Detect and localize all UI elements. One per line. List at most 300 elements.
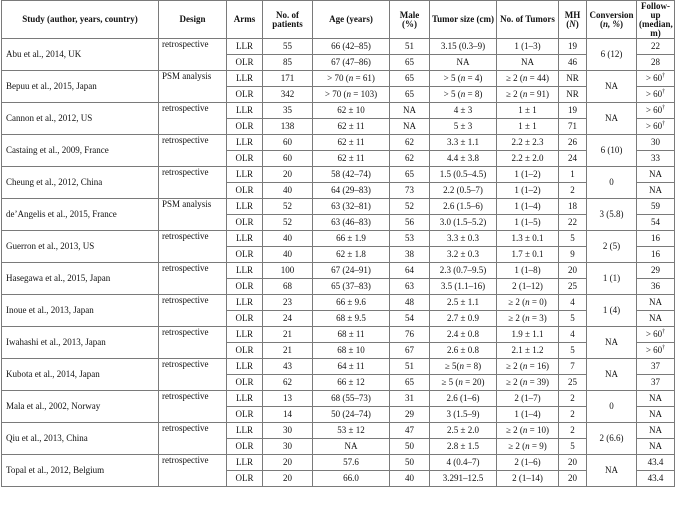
study-cell: Topal et al., 2012, Belgium <box>2 455 159 487</box>
arm-cell: OLR <box>227 471 263 487</box>
table-body <box>2 39 675 487</box>
male-value: NA <box>403 105 416 115</box>
followup-value: 16 <box>651 249 660 259</box>
header-label: Study (author, years, country) <box>22 14 138 24</box>
followup-value: > 60 <box>645 73 663 83</box>
male-value: 67 <box>405 345 414 355</box>
tumor-size-value: 3.2 ± 0.3 <box>447 249 479 259</box>
followup-value: > 60 <box>645 89 663 99</box>
tumors-cell <box>497 263 559 279</box>
mh-value: 46 <box>568 57 577 67</box>
tumors-cell <box>497 375 559 391</box>
male-cell <box>390 263 430 279</box>
patients-cell <box>263 407 313 423</box>
followup-cell <box>637 103 675 119</box>
followup-cell <box>637 359 675 375</box>
patients-cell <box>263 183 313 199</box>
arm-cell: OLR <box>227 407 263 423</box>
age-cell <box>313 343 390 359</box>
patients-cell <box>263 247 313 263</box>
followup-value: > 60 <box>645 121 663 131</box>
mh-cell <box>559 87 587 103</box>
followup-cell <box>637 215 675 231</box>
arm-cell: LLR <box>227 199 263 215</box>
dagger-mark: † <box>662 89 666 95</box>
mh-cell <box>559 55 587 71</box>
design-cell: retrospective <box>159 103 227 135</box>
table-row <box>2 71 675 87</box>
patients-cell <box>263 391 313 407</box>
age-cell <box>313 327 390 343</box>
patients-cell <box>263 263 313 279</box>
header-label: Conversion <box>589 9 634 20</box>
patients-value: 60 <box>283 137 292 147</box>
conversion-cell <box>587 71 637 103</box>
followup-value: NA <box>649 313 662 323</box>
header-label: Tumor size (cm) <box>432 14 494 24</box>
age-cell <box>313 247 390 263</box>
patients-value: 30 <box>283 441 292 451</box>
followup-value: 30 <box>651 137 660 147</box>
tumors-cell <box>497 439 559 455</box>
arm-cell: LLR <box>227 71 263 87</box>
tumors-value: ≥ 2 (n = 44) <box>505 73 549 83</box>
patients-cell <box>263 119 313 135</box>
followup-cell <box>637 167 675 183</box>
tumor-size-cell <box>430 167 497 183</box>
tumors-cell <box>497 231 559 247</box>
arm-cell: OLR <box>227 215 263 231</box>
study-cell: Kubota et al., 2014, Japan <box>2 359 159 391</box>
mh-cell <box>559 391 587 407</box>
tumors-value: ≥ 2 (n = 16) <box>505 361 549 371</box>
arm-cell: OLR <box>227 311 263 327</box>
tumor-size-cell <box>430 199 497 215</box>
patients-cell <box>263 135 313 151</box>
mh-cell <box>559 119 587 135</box>
study-cell: Cheung et al., 2012, China <box>2 167 159 199</box>
patients-value: 40 <box>283 185 292 195</box>
followup-value: NA <box>649 393 662 403</box>
mh-cell <box>559 343 587 359</box>
age-value: 64 (29–83) <box>331 185 371 195</box>
age-value: 63 (32–81) <box>331 201 371 211</box>
arm-cell: OLR <box>227 247 263 263</box>
tumor-size-cell <box>430 247 497 263</box>
header-mh: MH (N) <box>559 1 587 39</box>
patients-cell <box>263 103 313 119</box>
arm-cell: OLR <box>227 55 263 71</box>
tumors-cell <box>497 343 559 359</box>
age-cell <box>313 167 390 183</box>
tumor-size-value: 3.3 ± 1.1 <box>447 137 479 147</box>
tumors-cell <box>497 151 559 167</box>
male-cell <box>390 39 430 55</box>
male-cell <box>390 327 430 343</box>
conversion-cell <box>587 39 637 71</box>
mh-value: 18 <box>568 201 577 211</box>
mh-value: 7 <box>570 361 575 371</box>
conversion-cell <box>587 391 637 423</box>
male-value: 29 <box>405 409 414 419</box>
followup-value: 36 <box>651 281 660 291</box>
tumors-value: ≥ 2 (n = 3) <box>508 313 547 323</box>
table-row <box>2 263 675 279</box>
study-cell: Hasegawa et al., 2015, Japan <box>2 263 159 295</box>
patients-value: 55 <box>283 41 292 51</box>
tumor-size-cell <box>430 311 497 327</box>
followup-value: 54 <box>651 217 660 227</box>
male-value: 50 <box>405 457 414 467</box>
age-cell <box>313 183 390 199</box>
tumors-value: 2 (1–14) <box>512 473 543 483</box>
followup-cell <box>637 455 675 471</box>
mh-value: NR <box>566 73 579 83</box>
age-value: 62 ± 11 <box>337 153 365 163</box>
followup-cell <box>637 327 675 343</box>
male-cell <box>390 423 430 439</box>
tumors-value: ≥ 2 (n = 91) <box>505 89 549 99</box>
tumor-size-value: ≥ 5 (n = 20) <box>441 377 485 387</box>
header-age <box>313 1 390 39</box>
followup-cell <box>637 407 675 423</box>
tumor-size-value: > 5 (n = 8) <box>443 89 483 99</box>
male-cell <box>390 439 430 455</box>
age-value: 68 ± 9.5 <box>336 313 366 323</box>
patients-value: 23 <box>283 297 292 307</box>
patients-cell <box>263 455 313 471</box>
age-value: 65 (37–83) <box>331 281 371 291</box>
tumor-size-cell <box>430 55 497 71</box>
male-value: 51 <box>405 361 414 371</box>
header-label: No. of Tumors <box>500 14 555 24</box>
age-cell <box>313 215 390 231</box>
arm-cell: LLR <box>227 423 263 439</box>
tumors-value: 1 ± 1 <box>518 121 537 131</box>
tumors-value: 2 (1–7) <box>514 393 541 403</box>
age-cell <box>313 119 390 135</box>
tumor-size-cell <box>430 71 497 87</box>
followup-value: 37 <box>651 377 660 387</box>
conversion-cell <box>587 231 637 263</box>
age-value: 66 ± 1.9 <box>336 233 366 243</box>
tumor-size-value: NA <box>456 57 470 67</box>
tumor-size-cell <box>430 439 497 455</box>
tumor-size-value: 2.8 ± 1.5 <box>447 441 479 451</box>
tumor-size-cell <box>430 359 497 375</box>
table-row <box>2 199 675 215</box>
tumor-size-value: 2.3 (0.7–9.5) <box>439 265 487 275</box>
tumors-value: 1.9 ± 1.1 <box>511 329 544 339</box>
male-value: 56 <box>405 217 414 227</box>
mh-value: 24 <box>568 153 577 163</box>
patients-value: 40 <box>283 233 292 243</box>
mh-value: 4 <box>570 297 575 307</box>
patients-value: 40 <box>283 249 292 259</box>
mh-cell <box>559 471 587 487</box>
patients-value: 20 <box>283 457 292 467</box>
arm-cell: OLR <box>227 375 263 391</box>
male-value: 65 <box>405 377 414 387</box>
male-cell <box>390 135 430 151</box>
header-sublabel: n, % <box>602 18 620 29</box>
table-row <box>2 103 675 119</box>
male-cell <box>390 407 430 423</box>
tumor-size-value: 2.2 (0.5–7) <box>443 185 483 195</box>
male-cell <box>390 455 430 471</box>
mh-cell <box>559 183 587 199</box>
header-followup <box>637 1 675 39</box>
design-cell: retrospective <box>159 455 227 487</box>
tumors-cell <box>497 359 559 375</box>
tumor-size-cell <box>430 407 497 423</box>
age-cell <box>313 87 390 103</box>
followup-value: 22 <box>651 41 660 51</box>
male-cell <box>390 471 430 487</box>
header-male <box>390 1 430 39</box>
conversion-value: NA <box>605 113 618 123</box>
followup-cell <box>637 311 675 327</box>
tumor-size-cell <box>430 215 497 231</box>
male-value: 65 <box>405 169 414 179</box>
age-value: 64 ± 11 <box>337 361 365 371</box>
header-study <box>2 1 159 39</box>
table-row <box>2 391 675 407</box>
tumors-cell <box>497 455 559 471</box>
followup-cell <box>637 263 675 279</box>
tumors-cell <box>497 247 559 263</box>
tumors-value: 1.3 ± 0.1 <box>511 233 544 243</box>
arm-cell: LLR <box>227 135 263 151</box>
mh-value: 2 <box>570 393 575 403</box>
patients-cell <box>263 151 313 167</box>
followup-value: 59 <box>651 201 660 211</box>
age-value: 66.0 <box>343 473 359 483</box>
mh-value: 2 <box>570 425 575 435</box>
male-cell <box>390 199 430 215</box>
design-cell: retrospective <box>159 391 227 423</box>
tumors-value: 1 (1–2) <box>514 169 541 179</box>
age-value: 63 (46–83) <box>331 217 371 227</box>
conversion-cell <box>587 359 637 391</box>
patients-cell <box>263 295 313 311</box>
patients-cell <box>263 359 313 375</box>
followup-value: 43.4 <box>647 473 664 483</box>
tumor-size-cell <box>430 231 497 247</box>
study-cell: Mala et al., 2002, Norway <box>2 391 159 423</box>
conversion-value: 2 (5) <box>602 241 621 251</box>
mh-value: 20 <box>568 457 577 467</box>
mh-value: 1 <box>570 169 575 179</box>
patients-value: 52 <box>283 217 292 227</box>
age-cell <box>313 199 390 215</box>
table-row <box>2 327 675 343</box>
mh-cell <box>559 71 587 87</box>
header-sublabel: N <box>569 18 576 29</box>
tumor-size-cell <box>430 423 497 439</box>
tumor-size-cell <box>430 471 497 487</box>
patients-value: 20 <box>283 169 292 179</box>
table-row <box>2 167 675 183</box>
table-row <box>2 135 675 151</box>
table-row <box>2 295 675 311</box>
mh-cell <box>559 311 587 327</box>
mh-value: 20 <box>568 473 577 483</box>
followup-cell <box>637 295 675 311</box>
conversion-value: 0 <box>609 177 614 187</box>
tumor-size-cell <box>430 343 497 359</box>
age-value: > 70 (n = 61) <box>327 73 375 83</box>
arm-cell: LLR <box>227 39 263 55</box>
header-label: Follow-up (median, m) <box>639 0 673 38</box>
age-cell <box>313 359 390 375</box>
patients-value: 85 <box>283 57 292 67</box>
tumors-value: 1 (1–3) <box>514 41 541 51</box>
age-value: 57.6 <box>343 457 359 467</box>
tumor-size-cell <box>430 119 497 135</box>
conversion-value: 2 (6.6) <box>599 433 624 443</box>
tumors-cell <box>497 87 559 103</box>
age-cell <box>313 55 390 71</box>
patients-cell <box>263 471 313 487</box>
male-cell <box>390 183 430 199</box>
study-cell: Inoue et al., 2013, Japan <box>2 295 159 327</box>
conversion-value: NA <box>605 81 618 91</box>
mh-value: 9 <box>570 249 575 259</box>
male-cell <box>390 247 430 263</box>
mh-value: 22 <box>568 217 577 227</box>
mh-cell <box>559 39 587 55</box>
conversion-value: 6 (10) <box>600 145 623 155</box>
mh-value: 26 <box>568 137 577 147</box>
tumors-value: ≥ 2 (n = 10) <box>505 425 549 435</box>
age-value: 62 ± 10 <box>337 105 365 115</box>
conversion-cell <box>587 103 637 135</box>
male-cell <box>390 231 430 247</box>
header-label: Design <box>179 14 206 24</box>
conversion-cell <box>587 423 637 455</box>
mh-cell <box>559 279 587 295</box>
design-cell: retrospective <box>159 263 227 295</box>
tumor-size-cell <box>430 103 497 119</box>
tumor-size-value: 3.5 (1.1–16) <box>440 281 486 291</box>
male-value: 63 <box>405 281 414 291</box>
conversion-cell <box>587 263 637 295</box>
design-cell: retrospective <box>159 167 227 199</box>
mh-cell <box>559 231 587 247</box>
followup-cell <box>637 199 675 215</box>
study-cell: Abu et al., 2014, UK <box>2 39 159 71</box>
male-value: 40 <box>405 473 414 483</box>
age-value: 67 (47–86) <box>331 57 371 67</box>
male-value: 31 <box>405 393 414 403</box>
followup-cell <box>637 151 675 167</box>
patients-cell <box>263 279 313 295</box>
study-cell: Iwahashi et al., 2013, Japan <box>2 327 159 359</box>
followup-cell <box>637 183 675 199</box>
arm-cell: LLR <box>227 391 263 407</box>
followup-value: 43.4 <box>647 457 664 467</box>
followup-cell <box>637 343 675 359</box>
male-cell <box>390 295 430 311</box>
male-cell <box>390 103 430 119</box>
age-value: 68 ± 10 <box>337 345 365 355</box>
followup-cell <box>637 39 675 55</box>
tumor-size-cell <box>430 455 497 471</box>
age-cell <box>313 279 390 295</box>
conversion-cell <box>587 199 637 231</box>
mh-cell <box>559 199 587 215</box>
tumor-size-cell <box>430 135 497 151</box>
male-cell <box>390 215 430 231</box>
tumor-size-cell <box>430 39 497 55</box>
conversion-value: NA <box>605 337 618 347</box>
tumors-value: ≥ 2 (n = 39) <box>505 377 549 387</box>
tumor-size-value: 2.5 ± 2.0 <box>447 425 479 435</box>
conversion-value: 1 (4) <box>602 305 621 315</box>
table-row <box>2 359 675 375</box>
patients-value: 21 <box>283 345 292 355</box>
mh-value: 4 <box>570 329 575 339</box>
age-cell <box>313 263 390 279</box>
table-row <box>2 423 675 439</box>
study-cell: Guerron et al., 2013, US <box>2 231 159 263</box>
conversion-cell <box>587 455 637 487</box>
tumors-cell <box>497 119 559 135</box>
mh-cell <box>559 359 587 375</box>
tumor-size-value: 4.4 ± 3.8 <box>447 153 479 163</box>
patients-value: 52 <box>283 201 292 211</box>
tumors-cell <box>497 311 559 327</box>
followup-value: 33 <box>651 153 660 163</box>
tumors-cell <box>497 327 559 343</box>
age-cell <box>313 391 390 407</box>
patients-value: 20 <box>283 473 292 483</box>
arm-cell: OLR <box>227 439 263 455</box>
mh-cell <box>559 167 587 183</box>
mh-value: 25 <box>568 377 577 387</box>
tumor-size-cell <box>430 391 497 407</box>
tumor-size-value: 2.7 ± 0.9 <box>447 313 479 323</box>
patients-value: 21 <box>283 329 292 339</box>
followup-value: > 60 <box>645 105 663 115</box>
mh-cell <box>559 407 587 423</box>
tumor-size-cell <box>430 183 497 199</box>
patients-cell <box>263 231 313 247</box>
tumors-value: 1.7 ± 0.1 <box>511 249 544 259</box>
tumors-cell <box>497 423 559 439</box>
conversion-value: 3 (5.8) <box>599 209 624 219</box>
mh-cell <box>559 455 587 471</box>
male-value: 53 <box>405 233 414 243</box>
male-value: 52 <box>405 201 414 211</box>
followup-cell <box>637 71 675 87</box>
dagger-mark: † <box>662 345 666 351</box>
tumor-size-value: 3.291–12.5 <box>442 473 484 483</box>
arm-cell: LLR <box>227 231 263 247</box>
tumors-cell <box>497 167 559 183</box>
tumors-cell <box>497 391 559 407</box>
study-cell: Qiu et al., 2013, China <box>2 423 159 455</box>
tumors-value: ≥ 2 (n = 9) <box>508 441 547 451</box>
age-value: 62 ± 11 <box>337 121 365 131</box>
patients-cell <box>263 39 313 55</box>
mh-cell <box>559 247 587 263</box>
age-cell <box>313 423 390 439</box>
followup-value: NA <box>649 169 662 179</box>
mh-value: 2 <box>570 409 575 419</box>
design-cell: retrospective <box>159 231 227 263</box>
